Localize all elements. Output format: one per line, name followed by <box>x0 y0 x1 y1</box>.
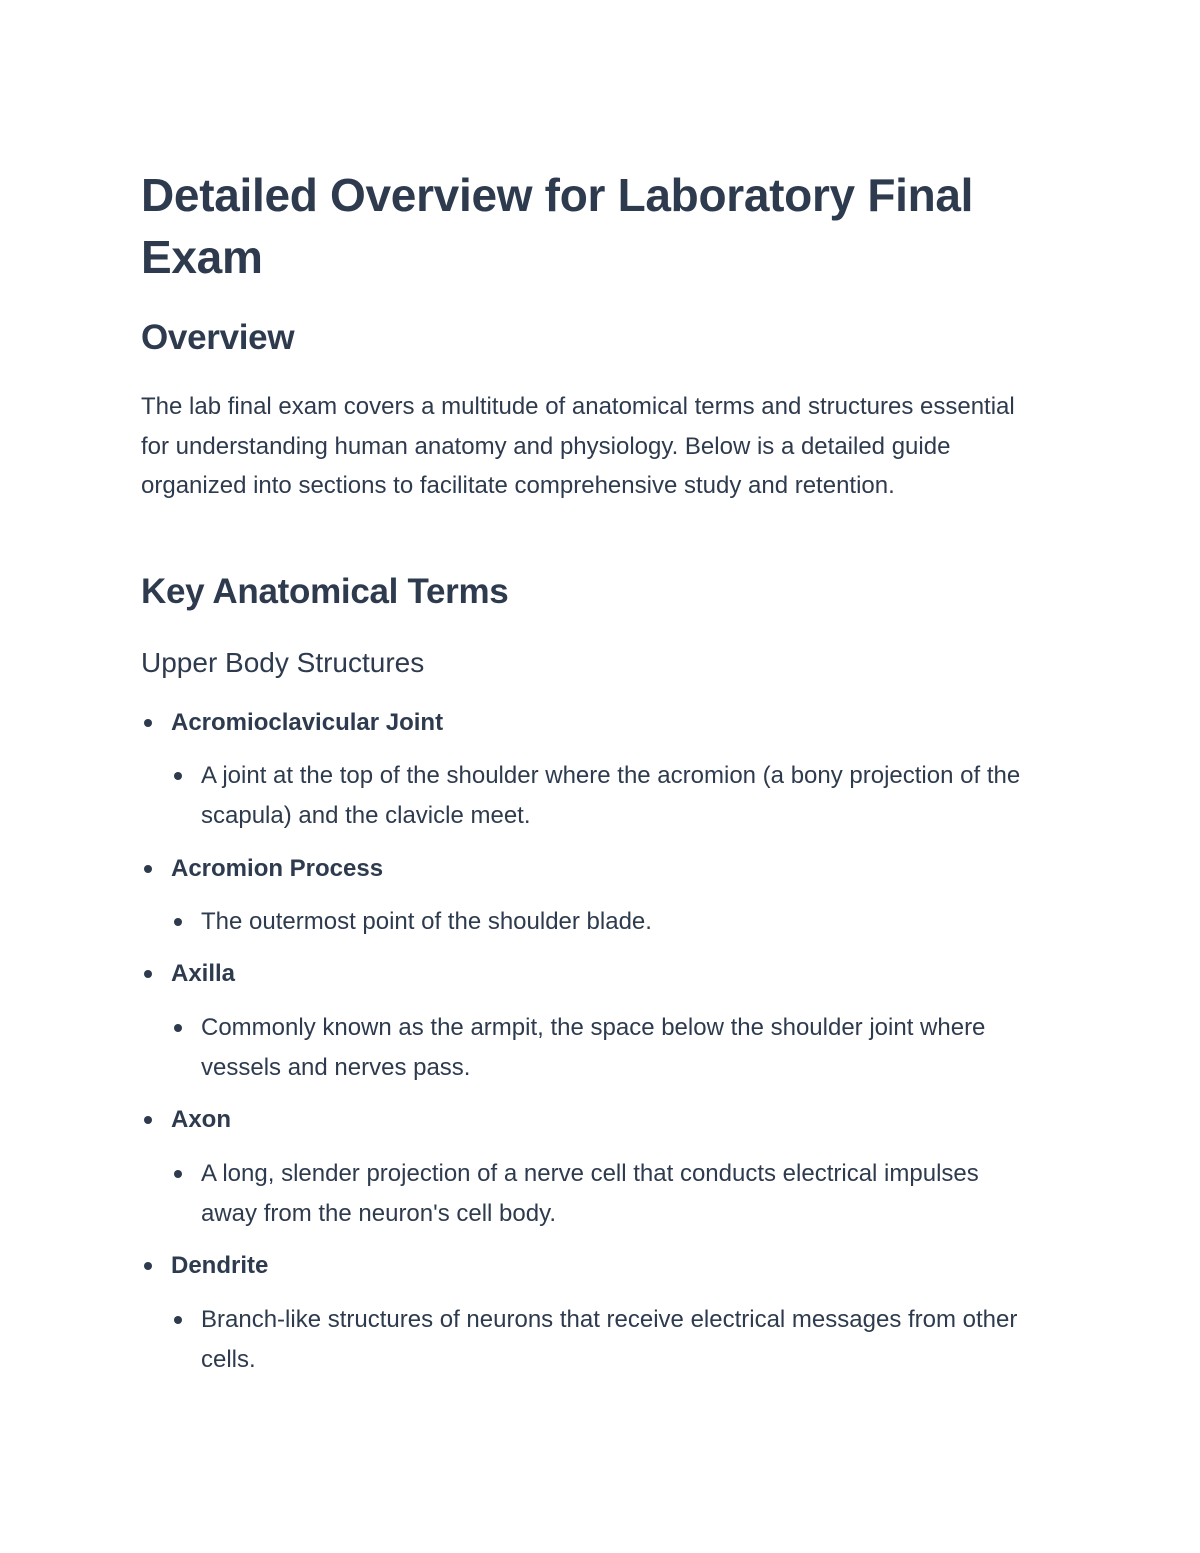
list-item-description <box>171 1300 1041 1380</box>
bullet-icon <box>174 772 182 780</box>
term-description: A long, slender projection of a nerve cell that conducts electrical impulses away from the neuron's cell body. <box>201 1160 979 1227</box>
term-label: Axon <box>171 1106 231 1133</box>
term-description: The outermost point of the shoulder blade. <box>201 908 652 935</box>
bullet-icon <box>174 1024 182 1032</box>
term-label: Acromion Process <box>171 855 384 882</box>
bullet-icon <box>144 970 152 978</box>
term-label: Acromioclavicular Joint <box>171 709 444 736</box>
list-item-description <box>171 902 1041 942</box>
bullet-icon <box>144 865 152 873</box>
list-item-term <box>141 957 1041 991</box>
term-description: A joint at the top of the shoulder where the acromion (a bony projection of the scapula) and the clavicle meet. <box>201 762 1021 829</box>
term-label: Dendrite <box>171 1252 269 1279</box>
list-item-description <box>171 1154 1041 1234</box>
term-label: Axilla <box>171 960 236 987</box>
bullet-icon <box>174 1316 182 1324</box>
term-description: Branch-like structures of neurons that receive electrical messages from other cells. <box>201 1306 1018 1373</box>
overview-paragraph: The lab final exam covers a multitude of anatomical terms and structures essential for understanding human anatomy and physiology. Below is a detailed guide organized into sections to facilitate comprehensive study and retention. <box>141 393 1015 499</box>
document-title: Detailed Overview for Laboratory Final Exam <box>141 169 974 283</box>
list-item-term <box>141 1103 1041 1137</box>
list-item-term <box>141 1249 1041 1283</box>
list-item-term <box>141 706 1041 740</box>
list-item-description <box>171 756 1041 836</box>
term-description: Commonly known as the armpit, the space below the shoulder joint where vessels and nerves pass. <box>201 1014 986 1081</box>
bullet-icon <box>144 1262 152 1270</box>
upper-body-heading: Upper Body Structures <box>141 647 425 678</box>
overview-heading: Overview <box>141 318 295 357</box>
bullet-icon <box>174 1170 182 1178</box>
bullet-icon <box>144 719 152 727</box>
list-item-description <box>171 1008 1041 1088</box>
bullet-icon <box>144 1116 152 1124</box>
key-terms-heading: Key Anatomical Terms <box>141 572 509 611</box>
list-item-term <box>141 852 1041 886</box>
bullet-icon <box>174 918 182 926</box>
